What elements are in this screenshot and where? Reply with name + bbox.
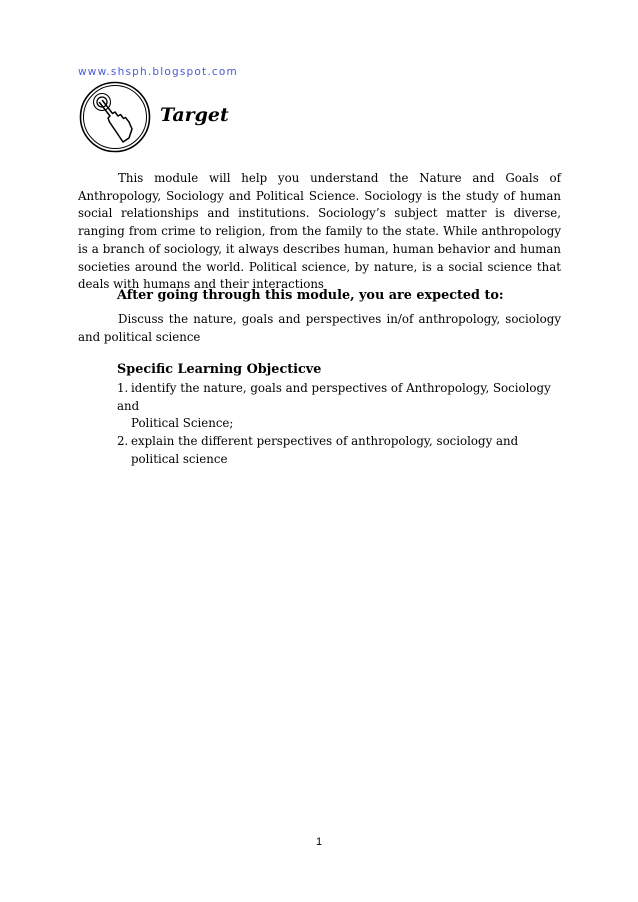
expected-text: Discuss the nature, goals and perspectives in/of anthropology, sociology and political science	[78, 312, 561, 344]
objective-number: 1.	[117, 381, 129, 395]
expected-heading: After going through this module, you are expected to:	[117, 288, 504, 303]
objective-line: Political Science;	[131, 416, 234, 430]
section-title: Target	[160, 104, 229, 126]
objective-line: identify the nature, goals and perspectives of Anthropology, Sociology and	[117, 381, 551, 413]
objectives-heading: Specific Learning Objecticve	[117, 362, 322, 377]
page-number: 1	[315, 836, 323, 848]
objective-line: political science	[131, 451, 228, 466]
hand-tap-icon	[79, 81, 151, 153]
website-url: www.shsph.blogspot.com	[78, 66, 238, 78]
objective-item	[117, 380, 561, 433]
intro-paragraph: This module will help you understand the Nature and Goals of Anthropology, Sociology and Political Science. Sociology is the study of human social relationships and institutions. Sociology’s subject matter is diverse, ranging from crime to religion, from the family to the state. While anthropology is a branch of sociology, it always describes human, human behavior and human societies around the world. Political science, by nature, is a social science that deals with humans and their interactions	[78, 171, 561, 292]
objective-line: explain the different perspectives of anthropology, sociology and	[131, 434, 519, 448]
objective-number: 2.	[117, 434, 129, 448]
objective-item	[117, 433, 561, 468]
